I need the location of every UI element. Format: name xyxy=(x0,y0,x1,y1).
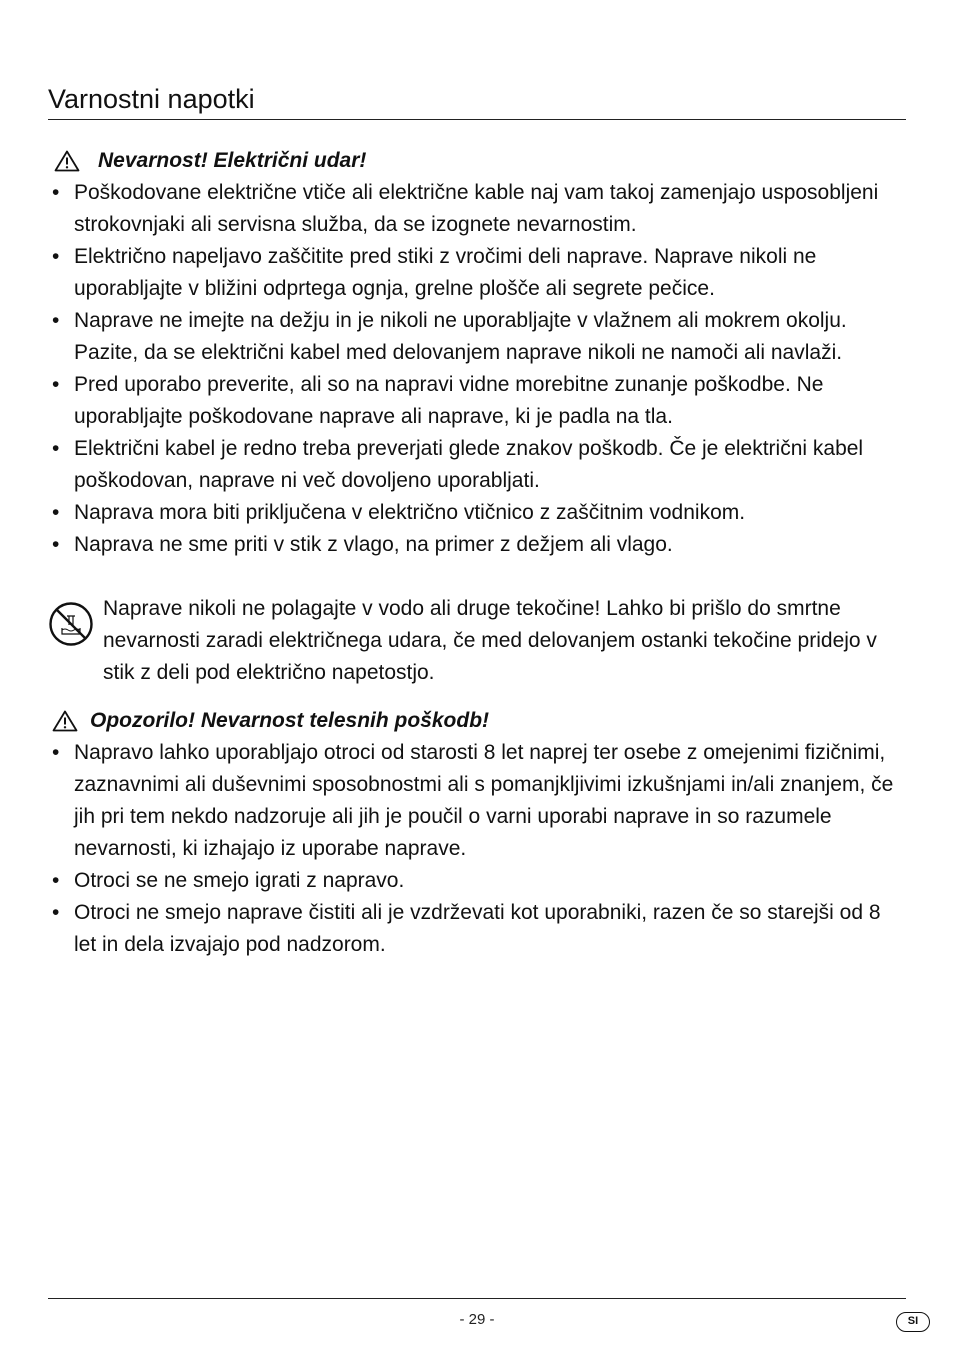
language-badge: SI xyxy=(896,1312,930,1332)
warning-triangle-icon xyxy=(52,710,78,732)
bullet-icon: • xyxy=(52,533,60,556)
list-item: • Napravo lahko uporabljajo otroci od starosti 8 let naprej ter osebe z omejenimi fizičnimi, zaznavnimi ali duševnimi sposobnostmi ali s pomanjkljivimi izkušnjami in/ali znanjem, če jih pri tem nekdo nadzoruje ali jih je poučil o varni uporabi naprave in so razumele nevarnosti, ki izhajajo iz uporabe naprave. xyxy=(48,737,908,865)
section-heading-electric-shock xyxy=(48,145,908,177)
section-heading-text: Nevarnost! Električni udar! xyxy=(98,149,367,172)
list-item: • Naprava mora biti priključena v električno vtičnico z zaščitnim vodnikom. xyxy=(48,497,908,529)
injury-list xyxy=(48,737,908,961)
no-immersion-icon xyxy=(48,601,94,647)
notice-text: Naprave nikoli ne polagajte v vodo ali druge tekočine! Lahko bi prišlo do smrtne nevarnosti zaradi električnega udara, če med delovanjem ostanki tekočine pridejo v stik z deli pod električno napetostjo. xyxy=(103,597,877,684)
top-divider xyxy=(48,119,906,120)
list-item: • Otroci ne smejo naprave čistiti ali je vzdrževati kot uporabniki, razen če so starejši od 8 let in dela izvajajo pod nadzorom. xyxy=(48,897,908,961)
section-heading-text: Opozorilo! Nevarnost telesnih poškodb! xyxy=(90,709,490,732)
section-heading-injury xyxy=(48,705,908,737)
bullet-icon: • xyxy=(52,245,60,268)
list-item: • Električno napeljavo zaščitite pred stiki z vročimi deli naprave. Naprave nikoli ne uporabljajte v bližini odprtega ognja, grelne plošče ali segrete pečice. xyxy=(48,241,908,305)
bullet-icon: • xyxy=(52,373,60,396)
bullet-icon: • xyxy=(52,181,60,204)
list-item: • Pred uporabo preverite, ali so na napravi vidne morebitne zunanje poškodbe. Ne uporabljajte poškodovane naprave ali naprave, ki je padla na tla. xyxy=(48,369,908,433)
list-item: • Poškodovane električne vtiče ali električne kable naj vam takoj zamenjajo usposobljeni strokovnjaki ali servisna služba, da se izognete nevarnostim. xyxy=(48,177,908,241)
list-item: • Naprave ne imejte na dežju in je nikoli ne uporabljajte v vlažnem ali mokrem okolju. Pazite, da se električni kabel med delovanjem naprave nikoli ne namoči ali navlaži. xyxy=(48,305,908,369)
list-item: • Električni kabel je redno treba preverjati glede znakov poškodb. Če je električni kabel poškodovan, naprave ni več dovoljeno uporabljati. xyxy=(48,433,908,497)
bullet-icon: • xyxy=(52,741,60,764)
bullet-icon: • xyxy=(52,437,60,460)
warning-triangle-icon xyxy=(54,150,80,172)
bullet-icon: • xyxy=(52,501,60,524)
bottom-divider xyxy=(48,1298,906,1299)
page-content xyxy=(48,145,908,961)
bullet-icon: • xyxy=(52,869,60,892)
page-number: - 29 - xyxy=(459,1311,495,1328)
bullet-icon: • xyxy=(52,309,60,332)
list-item: • Naprava ne sme priti v stik z vlago, na primer z dežjem ali vlago. xyxy=(48,529,908,561)
electric-shock-list xyxy=(48,177,908,561)
page-title: Varnostni napotki xyxy=(48,84,255,114)
bullet-icon: • xyxy=(52,901,60,924)
list-item: • Otroci se ne smejo igrati z napravo. xyxy=(48,865,908,897)
no-immersion-notice xyxy=(48,593,908,689)
